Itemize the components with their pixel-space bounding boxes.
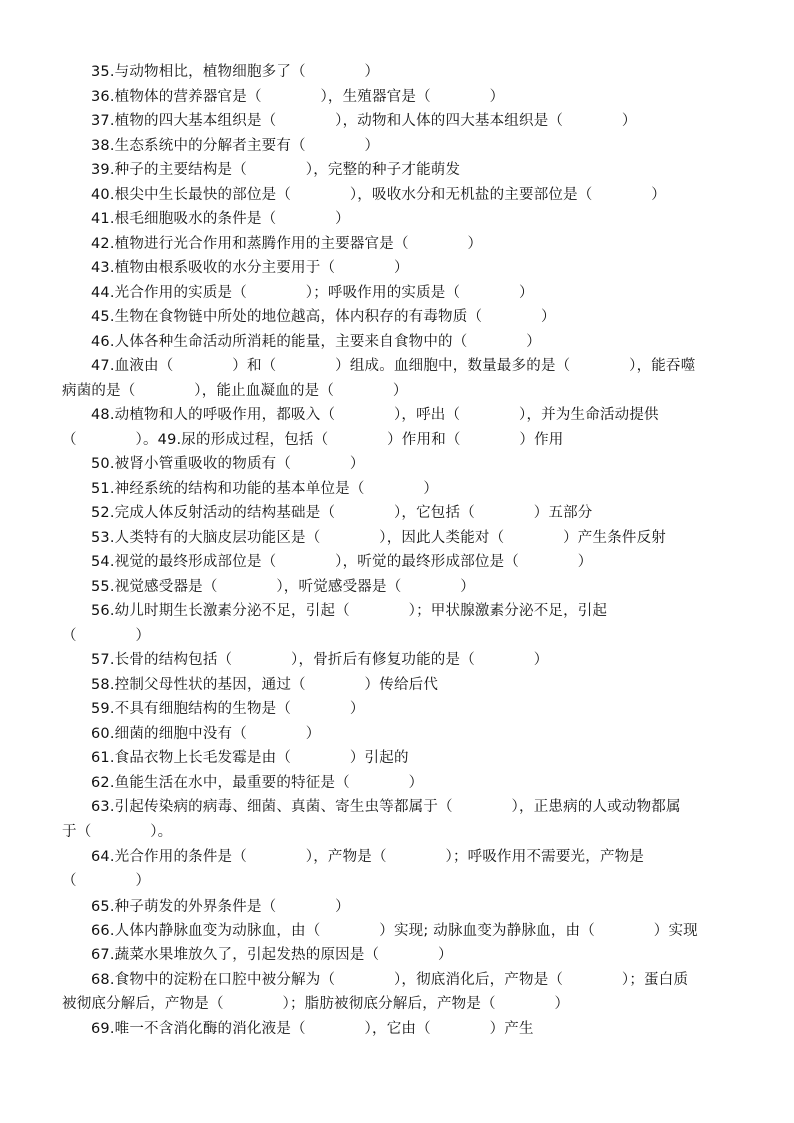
question-52: 52.完成人体反射活动的结构基础是（ ），它包括（ ）五部分 (91, 505, 593, 521)
question-56: 56.幼儿时期生长激素分泌不足，引起（ ）；甲状腺激素分泌不足，引起 (91, 603, 608, 619)
question-41: 41.根毛细胞吸水的条件是（ ） (91, 211, 350, 227)
question-47-continued: 病菌的是（ ），能止血凝血的是（ ） (62, 383, 408, 399)
question-36: 36.植物体的营养器官是（ ），生殖器官是（ ） (91, 89, 505, 105)
question-43: 43.植物由根系吸收的水分主要用于（ ） (91, 260, 409, 276)
question-68: 68.食物中的淀粉在口腔中被分解为（ ），彻底消化后，产物是（ ）；蛋白质 (91, 972, 689, 988)
question-67: 67.蔬菜水果堆放久了，引起发热的原因是（ ） (91, 947, 453, 963)
question-57: 57.长骨的结构包括（ ），骨折后有修复功能的是（ ） (91, 652, 549, 668)
question-37: 37.植物的四大基本组织是（ ），动物和人体的四大基本组织是（ ） (91, 113, 637, 129)
question-60: 60.细菌的细胞中没有（ ） (91, 726, 321, 742)
question-59: 59.不具有细胞结构的生物是（ ） (91, 701, 365, 717)
question-40: 40.根尖中生长最快的部位是（ ），吸收水分和无机盐的主要部位是（ ） (91, 187, 667, 203)
question-44: 44.光合作用的实质是（ ）；呼吸作用的实质是（ ） (91, 285, 534, 301)
question-48: 48.动植物和人的呼吸作用，都吸入（ ），呼出（ ），并为生命活动提供 (91, 407, 659, 423)
question-35: 35.与动物相比，植物细胞多了（ ） (91, 64, 380, 80)
question-55: 55.视觉感受器是（ ），听觉感受器是（ ） (91, 579, 475, 595)
question-63-continued: 于（ ）。 (62, 824, 173, 840)
question-42: 42.植物进行光合作用和蒸腾作用的主要器官是（ ） (91, 236, 483, 252)
question-45: 45.生物在食物链中所处的地位越高，体内积存的有毒物质（ ） (91, 309, 556, 325)
question-58: 58.控制父母性状的基因，通过（ ）传给后代 (91, 677, 439, 693)
question-38: 38.生态系统中的分解者主要有（ ） (91, 138, 380, 154)
question-66: 66.人体内静脉血变为动脉血，由（ ）实现; 动脉血变为静脉血，由（ ）实现 (91, 923, 698, 939)
question-54: 54.视觉的最终形成部位是（ ），听觉的最终形成部位是（ ） (91, 554, 593, 570)
question-62: 62.鱼能生活在水中，最重要的特征是（ ） (91, 775, 424, 791)
question-50: 50.被肾小管重吸收的物质有（ ） (91, 456, 365, 472)
question-69: 69.唯一不含消化酶的消化液是（ ），它由（ ）产生 (91, 1021, 534, 1037)
question-48-49: （ ）。49.尿的形成过程，包括（ ）作用和（ ）作用 (62, 432, 564, 448)
question-64-continued: （ ） (62, 873, 151, 889)
question-68-continued: 被彻底分解后，产物是（ ）；脂肪被彻底分解后，产物是（ ） (62, 996, 570, 1012)
question-53: 53.人类特有的大脑皮层功能区是（ ），因此人类能对（ ）产生条件反射 (91, 530, 667, 546)
question-63: 63.引起传染病的病毒、细菌、真菌、寄生虫等都属于（ ），正患病的人或动物都属 (91, 799, 681, 815)
question-64: 64.光合作用的条件是（ ），产物是（ ）；呼吸作用不需要光，产物是 (91, 849, 645, 865)
question-65: 65.种子萌发的外界条件是（ ） (91, 899, 350, 915)
question-46: 46.人体各种生命活动所消耗的能量，主要来自食物中的（ ） (91, 334, 541, 350)
question-56-continued: （ ） (62, 628, 151, 644)
question-61: 61.食品衣物上长毛发霉是由（ ）引起的 (91, 750, 409, 766)
question-51: 51.神经系统的结构和功能的基本单位是（ ） (91, 481, 439, 497)
question-47: 47.血液由（ ）和（ ）组成。血细胞中，数量最多的是（ ），能吞噬 (91, 358, 696, 374)
question-39: 39.种子的主要结构是（ ），完整的种子才能萌发 (91, 162, 461, 178)
